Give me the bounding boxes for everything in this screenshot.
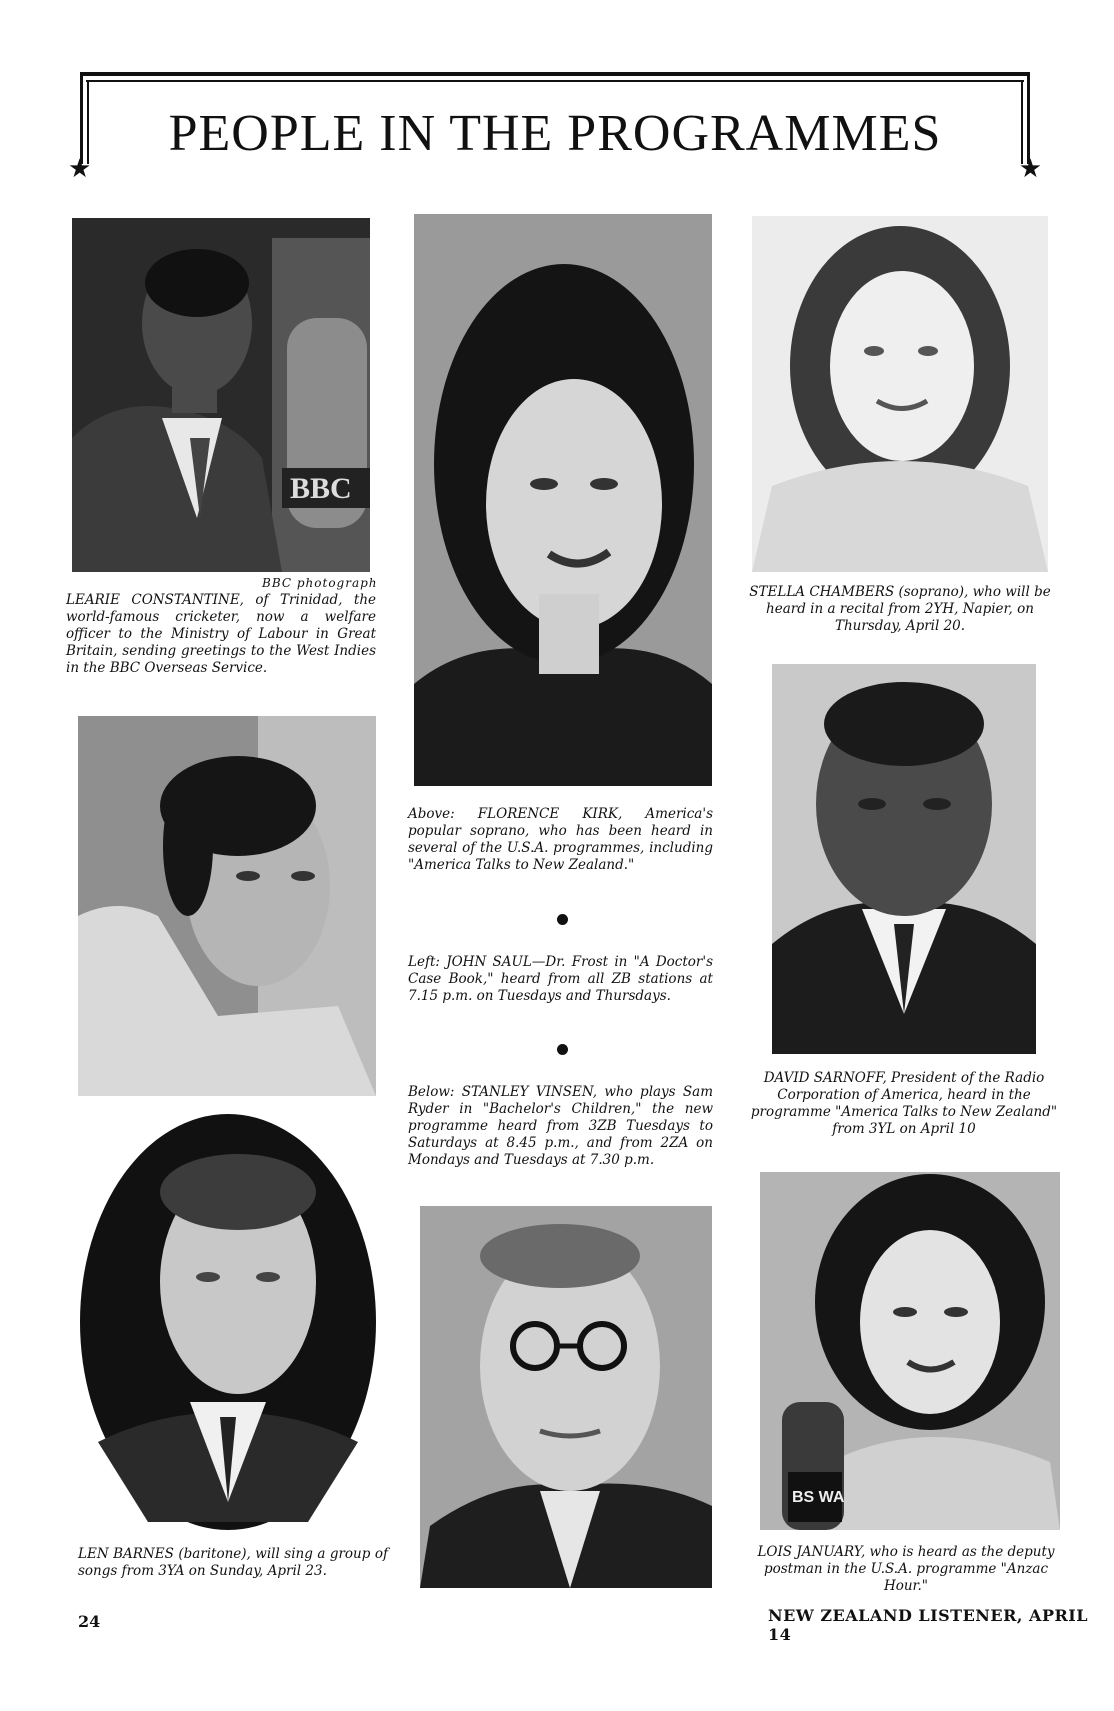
star-icon: ★ — [68, 154, 92, 184]
caption-learie-constantine: LEARIE CONSTANTINE, of Trinidad, the world-famous cricketer, now a welfare officer to the Ministry of Labour in Great Britain, sending greetings to the West Indies in the BBC Overseas Service. — [66, 592, 376, 676]
bbc-mic-label: BBC — [290, 472, 352, 505]
publication-footer: NEW ZEALAND LISTENER, APRIL 14 — [768, 1606, 1089, 1644]
page-number: 24 — [78, 1612, 101, 1631]
mic-flag-label: BS WA — [792, 1489, 845, 1506]
separator-dot — [557, 1044, 568, 1055]
photo-learie-constantine — [72, 218, 370, 572]
caption-florence-kirk: Above: FLORENCE KIRK, America's popular soprano, who has been heard in several of the U.S.A. programmes, including "America Talks to New Zealand." — [408, 806, 713, 873]
caption-lois-january: LOIS JANUARY, who is heard as the deputy postman in the U.S.A. programme "Anzac Hour." — [757, 1544, 1055, 1594]
header-banner — [68, 72, 1042, 184]
photo-len-barnes — [78, 1112, 378, 1532]
page-title: PEOPLE IN THE PROGRAMMES — [168, 105, 942, 162]
star-icon: ★ — [1018, 154, 1042, 184]
photo-stella-chambers — [752, 216, 1048, 572]
photo-david-sarnoff — [772, 664, 1036, 1054]
caption-stella-chambers: STELLA CHAMBERS (soprano), who will be heard in a recital from 2YH, Napier, on Thursday, April 20. — [749, 584, 1051, 634]
banner-rule — [80, 72, 1030, 76]
photo-lois-january — [760, 1172, 1060, 1530]
caption-john-saul: Left: JOHN SAUL—Dr. Frost in "A Doctor's Case Book," heard from all ZB stations at 7.15 p.m. on Tuesdays and Thursdays. — [408, 954, 713, 1004]
photo-stanley-vinsen — [420, 1206, 712, 1588]
caption-david-sarnoff: DAVID SARNOFF, President of the Radio Corporation of America, heard in the programme "America Talks to New Zealand" from 3YL on April 10 — [750, 1070, 1058, 1137]
photo-credit: BBC photograph — [262, 576, 378, 590]
photo-john-saul — [78, 716, 376, 1096]
photo-florence-kirk — [414, 214, 712, 786]
caption-stanley-vinsen: Below: STANLEY VINSEN, who plays Sam Ryder in "Bachelor's Children," the new programme heard from 3ZB Tuesdays to Saturdays at 8.45 p.m., and from 2ZA on Mondays and Tuesdays at 7.30 p.m. — [408, 1084, 713, 1168]
separator-dot — [557, 914, 568, 925]
caption-len-barnes: LEN BARNES (baritone), will sing a group of songs from 3YA on Sunday, April 23. — [78, 1546, 388, 1579]
banner-rule-inner — [86, 80, 1024, 82]
